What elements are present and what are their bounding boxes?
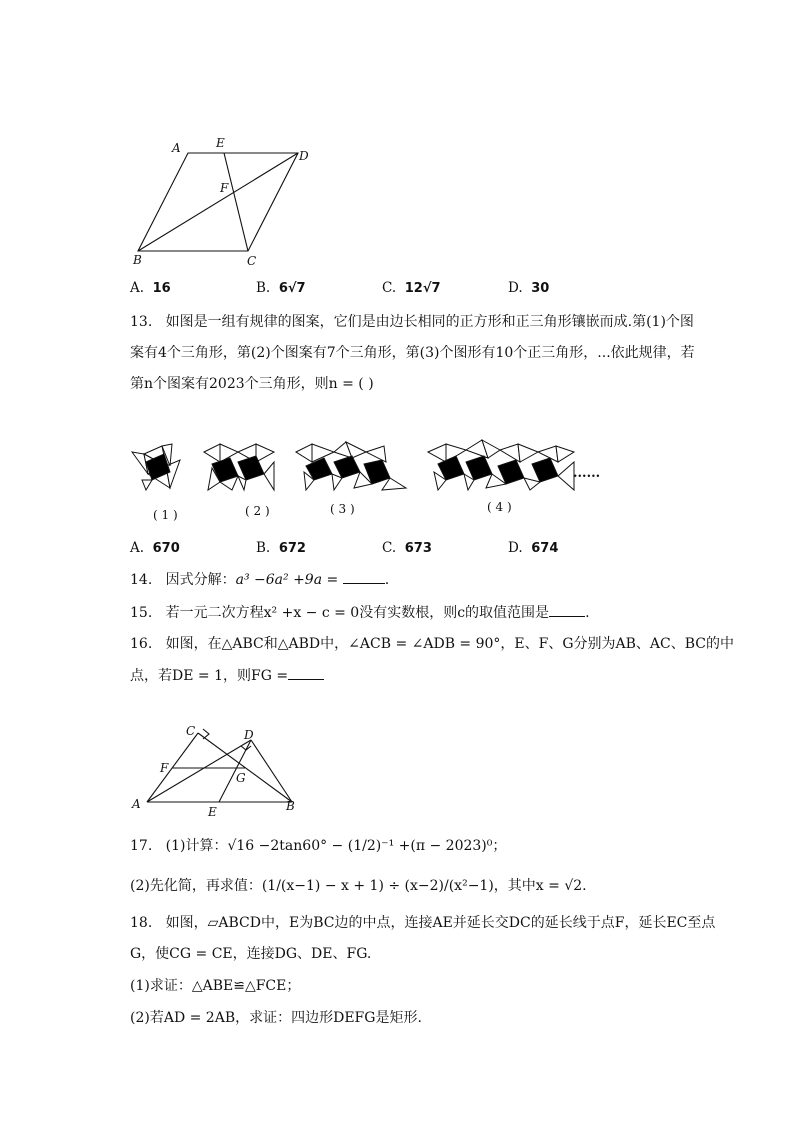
q18-line-2: G，使CG = CE，连接DG、DE、FG. [130,946,372,962]
q12-label-c: C [247,254,257,268]
option-value: 673 [404,541,432,556]
option-letter: A. [130,540,145,556]
q15-text: 若一元二次方程x² +x − c = 0没有实数根，则c的取值范围是 [165,605,550,621]
option-value: 670 [152,541,180,556]
option-letter: C. [382,540,397,556]
option-value: 30 [531,281,550,296]
option-letter: B. [256,280,271,296]
q17-part1-prefix: (1)计算： [165,838,228,854]
q18-line-3: (1)求证：△ABE≌△FCE； [130,978,301,994]
q13-line-2: 案有4个三角形，第(2)个图案有7个三角形，第(3)个图形有10个正三角形，...依此规律，若 [130,345,695,361]
q14-number: 14. [130,572,153,588]
q17-part1-expression: √16 −2tan60° − (1/2)⁻¹ +(π − 2023)⁰； [227,838,507,854]
option-letter: C. [382,280,397,296]
q16-triangles-figure [128,722,308,818]
q12-label-d: D [299,149,309,163]
q13-line-3: 第n个图案有2023个三角形，则n = ( ) [130,376,374,392]
q13-caption-4: ( 4 ) [487,500,512,514]
q15-answer-blank[interactable] [549,602,585,617]
q18-line-1 [130,913,715,933]
q13-number: 13. [130,314,153,330]
q16-text-2: 点，若DE = 1，则FG = [130,668,289,684]
q15-end: . [585,605,590,621]
q17-part2-expression: (1/(x−1) − x + 1) ÷ (x−2)/(x²−1)，其中x = √2. [261,878,587,894]
q16-label-b: B [286,799,295,813]
q16-line-1 [130,634,734,654]
q13-tiling-pattern-figure [128,432,608,502]
q16-label-c: C [186,724,196,738]
q15-number: 15. [130,605,153,621]
q13-caption-3: ( 3 ) [330,502,355,516]
q13-option-c[interactable] [382,540,432,556]
q12-label-a: A [172,141,181,155]
q13-caption-1: ( 1 ) [153,508,178,522]
q13-option-b[interactable] [256,540,306,556]
q16-answer-blank[interactable] [288,665,324,680]
q13-option-d[interactable] [508,540,558,556]
q12-option-c[interactable] [382,280,441,296]
option-letter: D. [508,540,523,556]
q13-caption-2: ( 2 ) [245,504,270,518]
q14-line [130,569,389,590]
q16-label-d: D [244,728,254,742]
q13-line-1 [130,312,694,332]
q12-label-b: B [133,253,142,267]
q14-end: . [384,572,390,588]
q17-number: 17. [130,838,153,854]
option-value: 6√7 [278,281,306,296]
option-letter: A. [130,280,145,296]
q14-text: 因式分解： [165,572,236,588]
q12-label-e: E [216,136,225,150]
q18-number: 18. [130,915,153,931]
q16-label-a: A [132,797,141,811]
option-value: 672 [278,541,306,556]
q17-part2-prefix: (2)先化简，再求值： [130,878,262,894]
q18-line-4: (2)若AD = 2AB，求证：四边形DEFG是矩形. [130,1010,422,1026]
q12-option-a[interactable] [130,280,171,296]
q16-text-1: 如图，在△ABC和△ABD中，∠ACB = ∠ADB = 90°，E、F、G分别为AB、AC、BC的中 [165,636,735,652]
q16-label-g: G [236,771,246,785]
q14-answer-blank[interactable] [343,569,385,584]
q13-continuation-dots: ...... [573,466,601,481]
q12-option-b[interactable] [256,280,306,296]
q16-line-2 [130,665,324,686]
q18-text-1: 如图，▱ABCD中，E为BC边的中点，连接AE并延长交DC的延长线于点F，延长EC至点 [165,915,716,931]
option-value: 674 [531,541,559,556]
q17-line-1 [130,836,506,856]
q12-parallelogram-figure [130,134,320,269]
q14-expression: a³ −6a² +9a = [235,572,339,588]
option-letter: D. [508,280,523,296]
option-value: 12√7 [404,281,441,296]
option-value: 16 [152,281,171,296]
q16-label-f: F [160,761,169,775]
q12-option-d[interactable] [508,280,549,296]
q13-text-1: 如图是一组有规律的图案，它们是由边长相同的正方形和正三角形镶嵌而成.第(1)个图 [165,314,694,330]
q12-label-f: F [220,181,229,195]
option-letter: B. [256,540,271,556]
q16-number: 16. [130,636,153,652]
q13-option-a[interactable] [130,540,180,556]
q15-line [130,602,590,623]
q17-line-2 [130,876,587,896]
q16-label-e: E [208,805,217,818]
